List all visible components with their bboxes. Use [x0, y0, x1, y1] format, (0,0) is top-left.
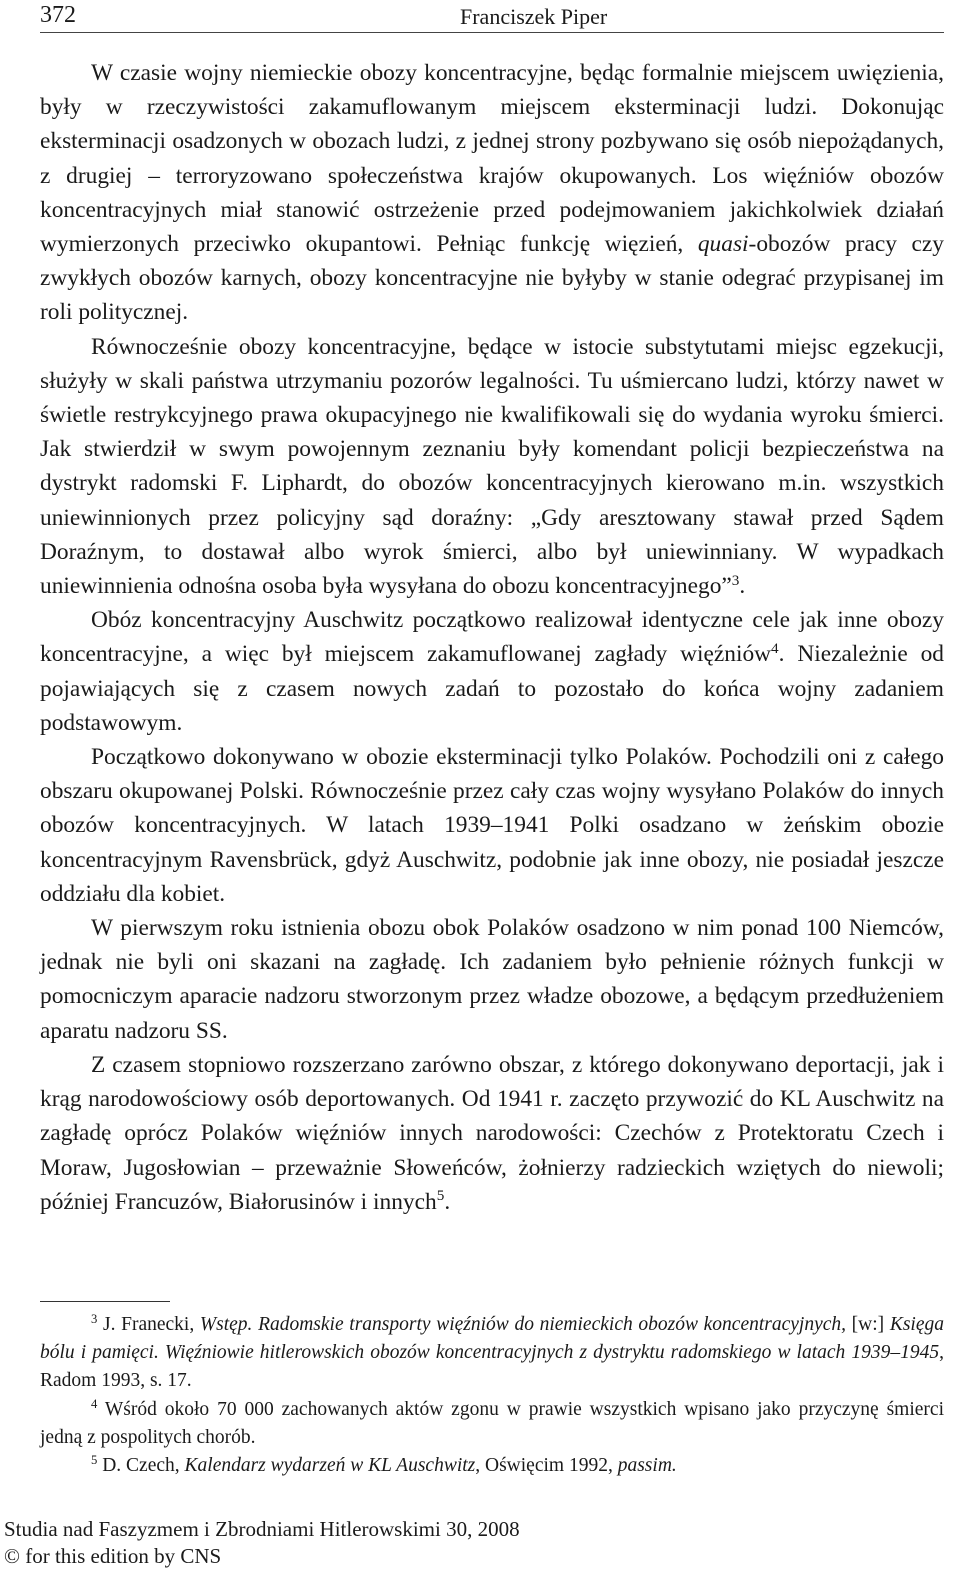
text-run: D. Czech, [97, 1455, 185, 1477]
text-run: Obóz koncentracyjny Auschwitz początkowo realizował identyczne cele jak inne obozy koncentracyjne, a więc był miejscem zakamuflowanej zagłady więźniów [40, 607, 944, 668]
text-run: Początkowo dokonywano w obozie eksterminacji tylko Polaków. Pochodzili oni z całego obszaru okupowanej Polski. Równocześnie przez cały czas wojny wysyłano Polaków do innych obozów koncentracyjnych. W latach 1939–1941 Polki osadzano w żeńskim obozie koncentracyjnym Ravensbrück, gdyż Auschwitz, podobnie jak inne obozy, nie posiadał jeszcze oddziału dla kobiet. [40, 744, 944, 907]
footnotes [40, 1311, 944, 1480]
paragraph [40, 330, 944, 604]
italic-text: Wstęp. Radomskie transporty więźniów do niemieckich obozów koncentracyjnych, [199, 1314, 847, 1335]
running-header [40, 0, 944, 33]
text-run: J. Franecki, [97, 1314, 200, 1335]
italic-text: Księga bólu i pamięci. Więźniowie hitlerowskich obozów koncentracyjnych z dystryktu radomskiego w latach 1939–1945 [40, 1314, 944, 1364]
text-run: . [739, 573, 746, 600]
footnote-ref: 3 [731, 571, 740, 589]
text-run: W pierwszym roku istnienia obozu obok Polaków osadzono w nim ponad 100 Niemców, jednak nie byli oni skazani na zagładę. Ich zadaniem było pełnienie różnych funkcji w pomocniczym aparacie nadzoru stworzonym przez władze obozowe, a będącym przedłużeniem aparatu nadzoru SS. [40, 915, 944, 1044]
paragraph [40, 911, 944, 1048]
text-run: Równocześnie obozy koncentracyjne, będące w istocie substytutami miejsc egzekucji, służyły w skali państwa utrzymaniu pozorów legalności. Tu uśmiercano ludzi, którzy nawet w świetle restrykcyjnego prawa okupacyjnego nie kwalifikowali się do wydania wyroku śmierci. Jak stwierdził w swym powojennym zeznaniu były komendant policji bezpieczeństwa na dystrykt radomski F. Liphardt, do obozów koncentracyjnych kierowano m.in. wszystkich uniewinnionych przez policyjny sąd doraźny: „Gdy aresztowany stawał przed Sądem Doraźnym, to dostawał albo wyrok śmierci, albo był uniewinniany. W wypadkach uniewinnienia odnośna osoba była wysyłana do obozu koncentracyjnego” [40, 333, 944, 600]
footnote [40, 1311, 944, 1396]
footnote [40, 1452, 944, 1480]
italic-text: quasi [697, 231, 749, 258]
paragraph [40, 740, 944, 911]
footnote-separator [40, 1301, 170, 1302]
page-footer [4, 1516, 520, 1570]
text-run: W czasie wojny niemieckie obozy koncentracyjne, będąc formalnie miejscem uwięzienia, były w rzeczywistości zakamuflowanym miejscem eksterminacji ludzi. Dokonując eksterminacji osadzonych w obozach ludzi, z jednej strony pozbywano się osób niepożądanych, z drugiej – terroryzowano społeczeństwa krajów okupowanych. Los więźniów obozów koncentracyjnych miał stanowić ostrzeżenie przed podejmowaniem jakichkolwiek działań wymierzonych przeciwko okupantowi. Pełniąc funkcję więzień, [40, 60, 944, 258]
footnote-ref: 4 [771, 640, 779, 658]
paragraph [40, 603, 944, 740]
text-run: , Oświęcim 1992, [475, 1455, 618, 1477]
footnote [40, 1396, 944, 1452]
main-text [40, 56, 944, 1219]
text-run: Z czasem stopniowo rozszerzano zarówno obszar, z którego dokonywano deportacji, jak i krąg narodowościowy osób deportowanych. Od 1941 r. zaczęto przywozić do KL Auschwitz na zagładę oprócz Polaków więźniów innych narodowości: Czechów z Protektoratu Czech i Moraw, Jugosłowian – przeważnie Słoweńców, żołnierzy radzieckich wziętych do niewoli; później Francuzów, Białorusinów i innych [40, 1051, 944, 1215]
footnote-ref: 4 [91, 1396, 98, 1411]
running-header-author: Franciszek Piper [460, 4, 608, 29]
text-run: [w:] [846, 1314, 890, 1335]
footnote-ref: 5 [436, 1187, 445, 1205]
text-run: . Niezależnie od pojawiających się z czasem nowych zadań to pozostało do końca wojny zadaniem podstawowym. [40, 641, 944, 736]
text-run: . [444, 1188, 451, 1215]
text-run: , Radom 1993, s. 17. [40, 1342, 944, 1392]
paragraph [40, 56, 944, 330]
paragraph [40, 1048, 944, 1219]
text-run: -obozów pracy czy zwykłych obozów karnych, obozy koncentracyjne nie byłyby w stanie odegrać przypisanej im roli politycznej. [40, 231, 944, 326]
page-number: 372 [40, 2, 76, 28]
copyright-notice: © for this edition by CNS [4, 1544, 222, 1568]
italic-text: Kalendarz wydarzeń w KL Auschwitz [184, 1455, 476, 1477]
italic-text: passim. [617, 1455, 677, 1477]
footnote-ref: 3 [91, 1312, 98, 1327]
text-run: Wśród około 70 000 zachowanych aktów zgonu w prawie wszystkich wpisano jako przyczynę śmierci jedną z pospolitych chorób. [40, 1398, 944, 1448]
journal-citation: Studia nad Faszyzmem i Zbrodniami Hitlerowskimi 30, 2008 [4, 1517, 520, 1541]
footnote-ref: 5 [91, 1453, 98, 1468]
